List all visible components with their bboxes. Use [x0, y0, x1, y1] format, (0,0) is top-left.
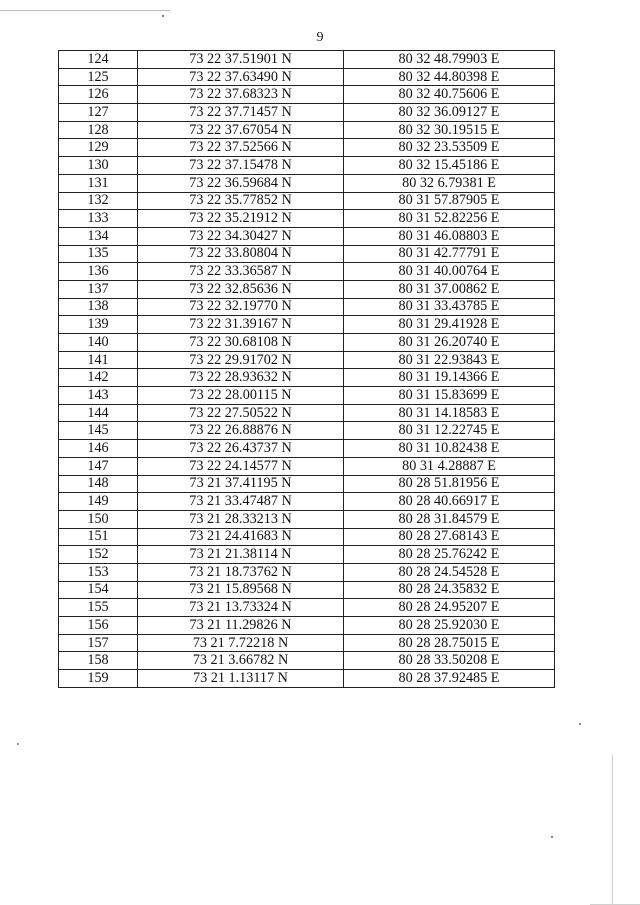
- point-number-cell: 141: [59, 351, 138, 369]
- longitude-cell: 80 31 46.08803 E: [344, 227, 555, 245]
- longitude-cell: 80 31 22.93843 E: [344, 351, 555, 369]
- latitude-cell: 73 21 37.41195 N: [138, 475, 344, 493]
- table-row: [59, 192, 555, 210]
- longitude-cell: 80 31 10.82438 E: [344, 440, 555, 458]
- point-number-cell: 144: [59, 404, 138, 422]
- latitude-cell: 73 22 37.52566 N: [138, 139, 344, 157]
- point-number-cell: 153: [59, 563, 138, 581]
- point-number-cell: 150: [59, 510, 138, 528]
- table-row: [59, 652, 555, 670]
- point-number-cell: 133: [59, 210, 138, 228]
- point-number-cell: 154: [59, 581, 138, 599]
- longitude-cell: 80 31 52.82256 E: [344, 210, 555, 228]
- longitude-cell: 80 32 15.45186 E: [344, 157, 555, 175]
- point-number-cell: 131: [59, 174, 138, 192]
- longitude-cell: 80 28 24.95207 E: [344, 599, 555, 617]
- latitude-cell: 73 22 29.91702 N: [138, 351, 344, 369]
- latitude-cell: 73 22 28.93632 N: [138, 369, 344, 387]
- table-row: [59, 617, 555, 635]
- latitude-cell: 73 22 26.43737 N: [138, 440, 344, 458]
- point-number-cell: 149: [59, 493, 138, 511]
- table-row: [59, 121, 555, 139]
- point-number-cell: 147: [59, 457, 138, 475]
- point-number-cell: 143: [59, 387, 138, 405]
- longitude-cell: 80 28 28.75015 E: [344, 634, 555, 652]
- scan-speck: [162, 15, 164, 17]
- point-number-cell: 127: [59, 104, 138, 122]
- latitude-cell: 73 22 31.39167 N: [138, 316, 344, 334]
- point-number-cell: 126: [59, 86, 138, 104]
- point-number-cell: 156: [59, 617, 138, 635]
- table-row: [59, 581, 555, 599]
- point-number-cell: 142: [59, 369, 138, 387]
- table-row: [59, 387, 555, 405]
- longitude-cell: 80 32 48.79903 E: [344, 51, 555, 69]
- longitude-cell: 80 32 36.09127 E: [344, 104, 555, 122]
- table-row: [59, 670, 555, 688]
- longitude-cell: 80 31 12.22745 E: [344, 422, 555, 440]
- scan-edge-line: [612, 755, 613, 905]
- longitude-cell: 80 28 24.54528 E: [344, 563, 555, 581]
- scan-edge-line: [0, 10, 170, 11]
- table-row: [59, 422, 555, 440]
- point-number-cell: 128: [59, 121, 138, 139]
- table-row: [59, 351, 555, 369]
- table-row: [59, 316, 555, 334]
- latitude-cell: 73 22 37.68323 N: [138, 86, 344, 104]
- longitude-cell: 80 31 19.14366 E: [344, 369, 555, 387]
- latitude-cell: 73 21 21.38114 N: [138, 546, 344, 564]
- point-number-cell: 140: [59, 334, 138, 352]
- latitude-cell: 73 22 26.88876 N: [138, 422, 344, 440]
- latitude-cell: 73 22 34.30427 N: [138, 227, 344, 245]
- longitude-cell: 80 32 44.80398 E: [344, 68, 555, 86]
- longitude-cell: 80 31 15.83699 E: [344, 387, 555, 405]
- latitude-cell: 73 21 33.47487 N: [138, 493, 344, 511]
- table-row: [59, 139, 555, 157]
- table-row: [59, 227, 555, 245]
- latitude-cell: 73 22 32.19770 N: [138, 298, 344, 316]
- table-row: [59, 280, 555, 298]
- point-number-cell: 137: [59, 280, 138, 298]
- point-number-cell: 124: [59, 51, 138, 69]
- point-number-cell: 132: [59, 192, 138, 210]
- table-row: [59, 546, 555, 564]
- scan-speck: [17, 743, 19, 745]
- longitude-cell: 80 31 37.00862 E: [344, 280, 555, 298]
- table-row: [59, 510, 555, 528]
- longitude-cell: 80 31 4.28887 E: [344, 457, 555, 475]
- latitude-cell: 73 22 37.67054 N: [138, 121, 344, 139]
- point-number-cell: 135: [59, 245, 138, 263]
- table-row: [59, 245, 555, 263]
- latitude-cell: 73 22 33.36587 N: [138, 263, 344, 281]
- page-number: 9: [316, 30, 324, 45]
- longitude-cell: 80 28 25.76242 E: [344, 546, 555, 564]
- longitude-cell: 80 32 30.19515 E: [344, 121, 555, 139]
- latitude-cell: 73 21 15.89568 N: [138, 581, 344, 599]
- point-number-cell: 158: [59, 652, 138, 670]
- longitude-cell: 80 28 31.84579 E: [344, 510, 555, 528]
- longitude-cell: 80 31 42.77791 E: [344, 245, 555, 263]
- table-row: [59, 334, 555, 352]
- table-row: [59, 404, 555, 422]
- latitude-cell: 73 21 7.72218 N: [138, 634, 344, 652]
- point-number-cell: 129: [59, 139, 138, 157]
- point-number-cell: 155: [59, 599, 138, 617]
- point-number-cell: 159: [59, 670, 138, 688]
- table-row: [59, 493, 555, 511]
- latitude-cell: 73 22 35.21912 N: [138, 210, 344, 228]
- longitude-cell: 80 28 24.35832 E: [344, 581, 555, 599]
- table-row: [59, 210, 555, 228]
- table-row: [59, 599, 555, 617]
- longitude-cell: 80 32 23.53509 E: [344, 139, 555, 157]
- longitude-cell: 80 28 33.50208 E: [344, 652, 555, 670]
- latitude-cell: 73 22 30.68108 N: [138, 334, 344, 352]
- latitude-cell: 73 22 36.59684 N: [138, 174, 344, 192]
- longitude-cell: 80 31 40.00764 E: [344, 263, 555, 281]
- point-number-cell: 146: [59, 440, 138, 458]
- latitude-cell: 73 21 28.33213 N: [138, 510, 344, 528]
- table-row: [59, 298, 555, 316]
- longitude-cell: 80 28 40.66917 E: [344, 493, 555, 511]
- table-row: [59, 157, 555, 175]
- table-row: [59, 51, 555, 69]
- table-row: [59, 369, 555, 387]
- latitude-cell: 73 22 37.63490 N: [138, 68, 344, 86]
- point-number-cell: 134: [59, 227, 138, 245]
- latitude-cell: 73 21 11.29826 N: [138, 617, 344, 635]
- latitude-cell: 73 21 24.41683 N: [138, 528, 344, 546]
- latitude-cell: 73 22 33.80804 N: [138, 245, 344, 263]
- point-number-cell: 157: [59, 634, 138, 652]
- table-row: [59, 263, 555, 281]
- point-number-cell: 125: [59, 68, 138, 86]
- latitude-cell: 73 22 37.71457 N: [138, 104, 344, 122]
- table-row: [59, 68, 555, 86]
- latitude-cell: 73 21 3.66782 N: [138, 652, 344, 670]
- table-row: [59, 86, 555, 104]
- longitude-cell: 80 28 37.92485 E: [344, 670, 555, 688]
- point-number-cell: 130: [59, 157, 138, 175]
- latitude-cell: 73 22 35.77852 N: [138, 192, 344, 210]
- point-number-cell: 148: [59, 475, 138, 493]
- latitude-cell: 73 22 27.50522 N: [138, 404, 344, 422]
- table-row: [59, 528, 555, 546]
- longitude-cell: 80 31 29.41928 E: [344, 316, 555, 334]
- longitude-cell: 80 28 27.68143 E: [344, 528, 555, 546]
- longitude-cell: 80 32 40.75606 E: [344, 86, 555, 104]
- table-row: [59, 174, 555, 192]
- latitude-cell: 73 22 24.14577 N: [138, 457, 344, 475]
- point-number-cell: 151: [59, 528, 138, 546]
- longitude-cell: 80 32 6.79381 E: [344, 174, 555, 192]
- latitude-cell: 73 22 37.15478 N: [138, 157, 344, 175]
- latitude-cell: 73 21 1.13117 N: [138, 670, 344, 688]
- coordinates-table: [58, 50, 555, 688]
- point-number-cell: 138: [59, 298, 138, 316]
- table-row: [59, 440, 555, 458]
- point-number-cell: 145: [59, 422, 138, 440]
- coordinates-table-body: [59, 51, 555, 688]
- longitude-cell: 80 31 26.20740 E: [344, 334, 555, 352]
- latitude-cell: 73 21 18.73762 N: [138, 563, 344, 581]
- longitude-cell: 80 31 14.18583 E: [344, 404, 555, 422]
- latitude-cell: 73 21 13.73324 N: [138, 599, 344, 617]
- table-row: [59, 457, 555, 475]
- latitude-cell: 73 22 37.51901 N: [138, 51, 344, 69]
- point-number-cell: 152: [59, 546, 138, 564]
- latitude-cell: 73 22 28.00115 N: [138, 387, 344, 405]
- longitude-cell: 80 31 57.87905 E: [344, 192, 555, 210]
- point-number-cell: 139: [59, 316, 138, 334]
- scan-speck: [551, 836, 553, 838]
- point-number-cell: 136: [59, 263, 138, 281]
- table-row: [59, 104, 555, 122]
- longitude-cell: 80 28 25.92030 E: [344, 617, 555, 635]
- table-row: [59, 563, 555, 581]
- longitude-cell: 80 28 51.81956 E: [344, 475, 555, 493]
- latitude-cell: 73 22 32.85636 N: [138, 280, 344, 298]
- longitude-cell: 80 31 33.43785 E: [344, 298, 555, 316]
- table-row: [59, 634, 555, 652]
- table-row: [59, 475, 555, 493]
- scan-speck: [579, 723, 581, 725]
